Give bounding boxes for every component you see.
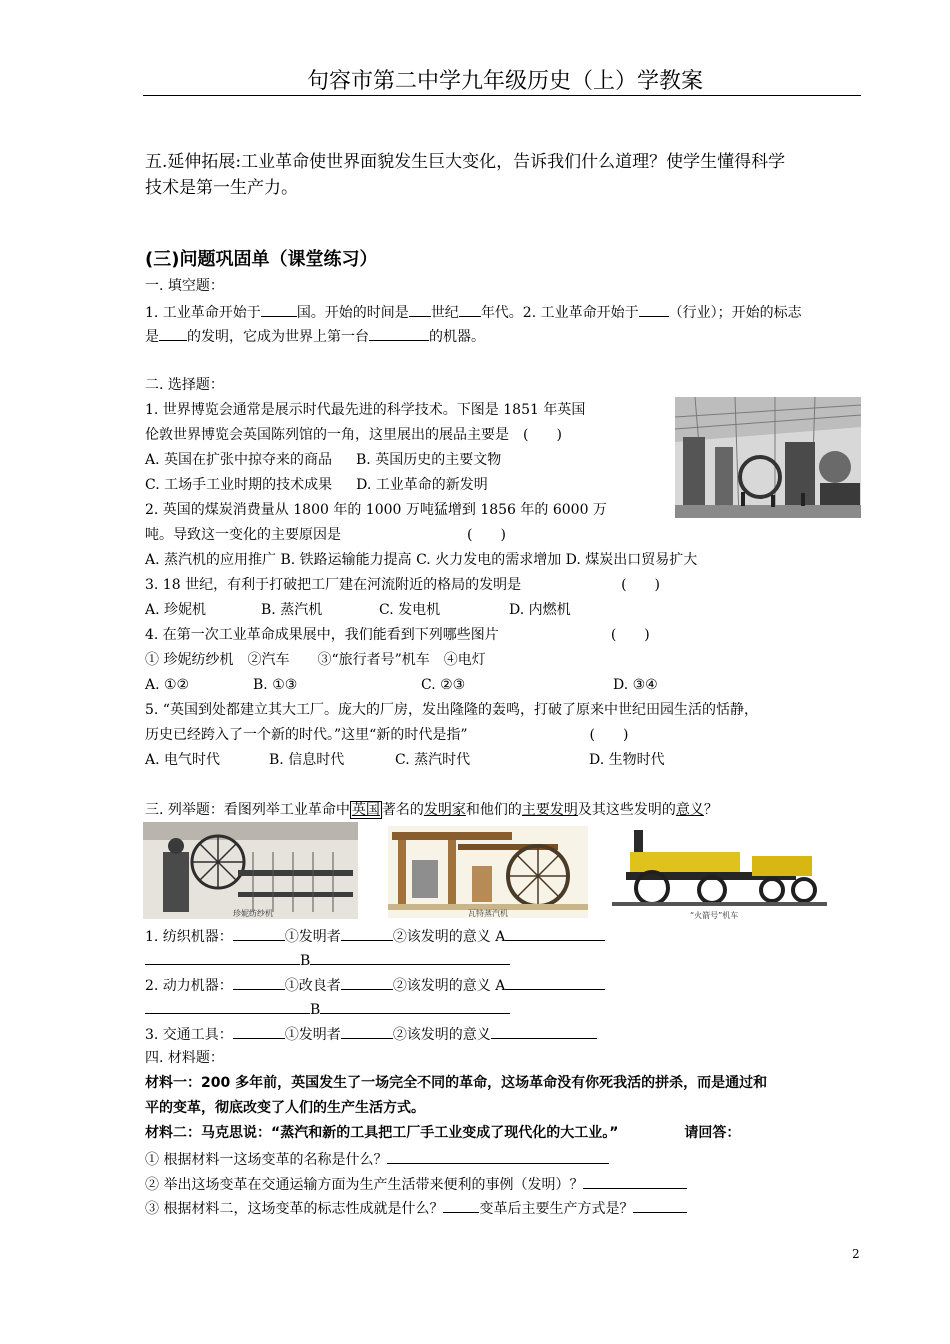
list-item2-line2: B [145,999,510,1019]
answer1: ① 根据材料一这场变革的名称是什么？ [145,1149,609,1169]
blank [341,1024,393,1039]
material1-line2: 平的变革，彻底改变了人们的生产生活方式。 [145,1100,425,1116]
q2-line1: 2. 英国的煤炭消费量从 1800 年的 1000 万吨猛增到 1856 年的 6000 万 [145,502,607,518]
exhibition-hall-image [675,397,861,518]
rocket-locomotive-image [612,826,827,920]
rocket-locomotive-caption: “火箭号”机车 [690,911,739,920]
answer2: ② 举出这场变革在交通运输方面为生产生活带来便利的事例（发明）？ [145,1174,687,1194]
q4-items: ① 珍妮纺纱机 ②汽车 ③“旅行者号”机车 ④电灯 [145,652,486,668]
fill-title: 一. 填空题： [145,278,224,294]
blank [491,1024,597,1039]
q1-options-ab: A. 英国在扩张中掠夺来的商品 B. 英国历史的主要文物 [145,452,502,468]
section5-line2: 技术是第一生产力。 [145,178,298,198]
q1-options-cd: C. 工场手工业时期的技术成果 D. 工业革命的新发明 [145,477,488,493]
blank [505,975,605,990]
blank [387,1149,609,1164]
steam-engine-image [388,826,588,918]
q5-line1: 5. “英国到处都建立其大工厂。庞大的厂房，发出隆隆的轰鸣，打破了原来中世纪田园生活的恬静， [145,702,758,718]
list-item1-line2: B [145,950,510,970]
q2-line2: 吨。导致这一变化的主要原因是 ( ) [145,527,506,543]
material1-line1: 材料一：200 多年前，英国发生了一场完全不同的革命，这场革命没有你死我活的拼杀，而是通过和 [145,1075,768,1091]
fill-line1: 1. 工业革命开始于 国。开始的时间是 世纪 年代。2. 工业革命开始于 （行业）；开始的标志 [145,302,802,322]
blank [341,975,393,990]
page-header-title: 句容市第二中学九年级历史（上）学教案 [306,69,703,94]
blank [409,302,431,317]
material-title: 四. 材料题： [145,1050,224,1066]
blank [443,1198,479,1213]
list-item2-line1: 2. 动力机器： ①改良者 ②该发明的意义 A [145,975,605,995]
header-rule [143,95,861,96]
q4-stem: 4. 在第一次工业革命成果展中，我们能看到下列哪些图片 ( ) [145,627,650,643]
blank [233,1024,285,1039]
list-title: 三. 列举题：看图列举工业革命中 英国 著名的发明家和他们的主要发明及其这些发明的意义？ [145,802,718,818]
blank [261,302,297,317]
q4-options: A. ①② B. ①③ C. ②③ D. ③④ [145,677,658,693]
blank [233,975,285,990]
q3-options: A. 珍妮机 B. 蒸汽机 C. 发电机 D. 内燃机 [145,602,571,618]
blank [145,950,300,965]
choice-title: 二. 选择题： [145,377,224,393]
section5-line1: 五.延伸拓展:工业革命使世界面貌发生巨大变化，告诉我们什么道理？使学生懂得科学 [145,152,786,172]
q1-line2: 伦敦世界博览会英国陈列馆的一角，这里展出的展品主要是 ( ) [145,427,562,443]
q2-options: A. 蒸汽机的应用推广 B. 铁路运输能力提高 C. 火力发电的需求增加 D. 煤炭出口贸易扩大 [145,552,698,568]
q5-line2: 历史已经跨入了一个新的时代。”这里“新的时代是指” ( ) [145,727,629,743]
steam-engine-caption: 瓦特蒸汽机 [468,909,508,918]
q1-line1: 1. 世界博览会通常是展示时代最先进的科学技术。下图是 1851 年英国 [145,402,586,418]
q5-options: A. 电气时代 B. 信息时代 C. 蒸汽时代 D. 生物时代 [145,752,665,768]
blank [233,926,285,941]
blank [459,302,481,317]
blank [369,326,429,341]
blank [639,302,669,317]
section3-heading: (三)问题巩固单（课堂练习） [145,249,378,270]
material2: 材料二：马克思说：“蒸汽和新的工具把工厂手工业变成了现代化的大工业。” 请回答： [145,1125,741,1141]
blank [633,1198,687,1213]
blank [159,326,187,341]
q3-stem: 3. 18 世纪，有利于打破把工厂建在河流附近的格局的发明是 ( ) [145,577,661,593]
list-item3: 3. 交通工具： ①发明者 ②该发明的意义 [145,1024,597,1044]
blank [145,999,310,1014]
fill-line2: 是 的发明，它成为世界上第一台 的机器。 [145,326,485,346]
blank [320,999,510,1014]
blank [583,1174,687,1189]
blank [505,926,605,941]
blank [341,926,393,941]
blank [310,950,510,965]
list-item1-line1: 1. 纺织机器： ①发明者 ②该发明的意义 A [145,926,605,946]
spinning-jenny-image [143,822,358,919]
page-number: 2 [852,1247,860,1261]
spinning-jenny-caption: 珍妮纺纱机 [233,909,273,918]
answer3: ③ 根据材料二，这场变革的标志性成就是什么？ 变革后主要生产方式是？ [145,1198,687,1218]
